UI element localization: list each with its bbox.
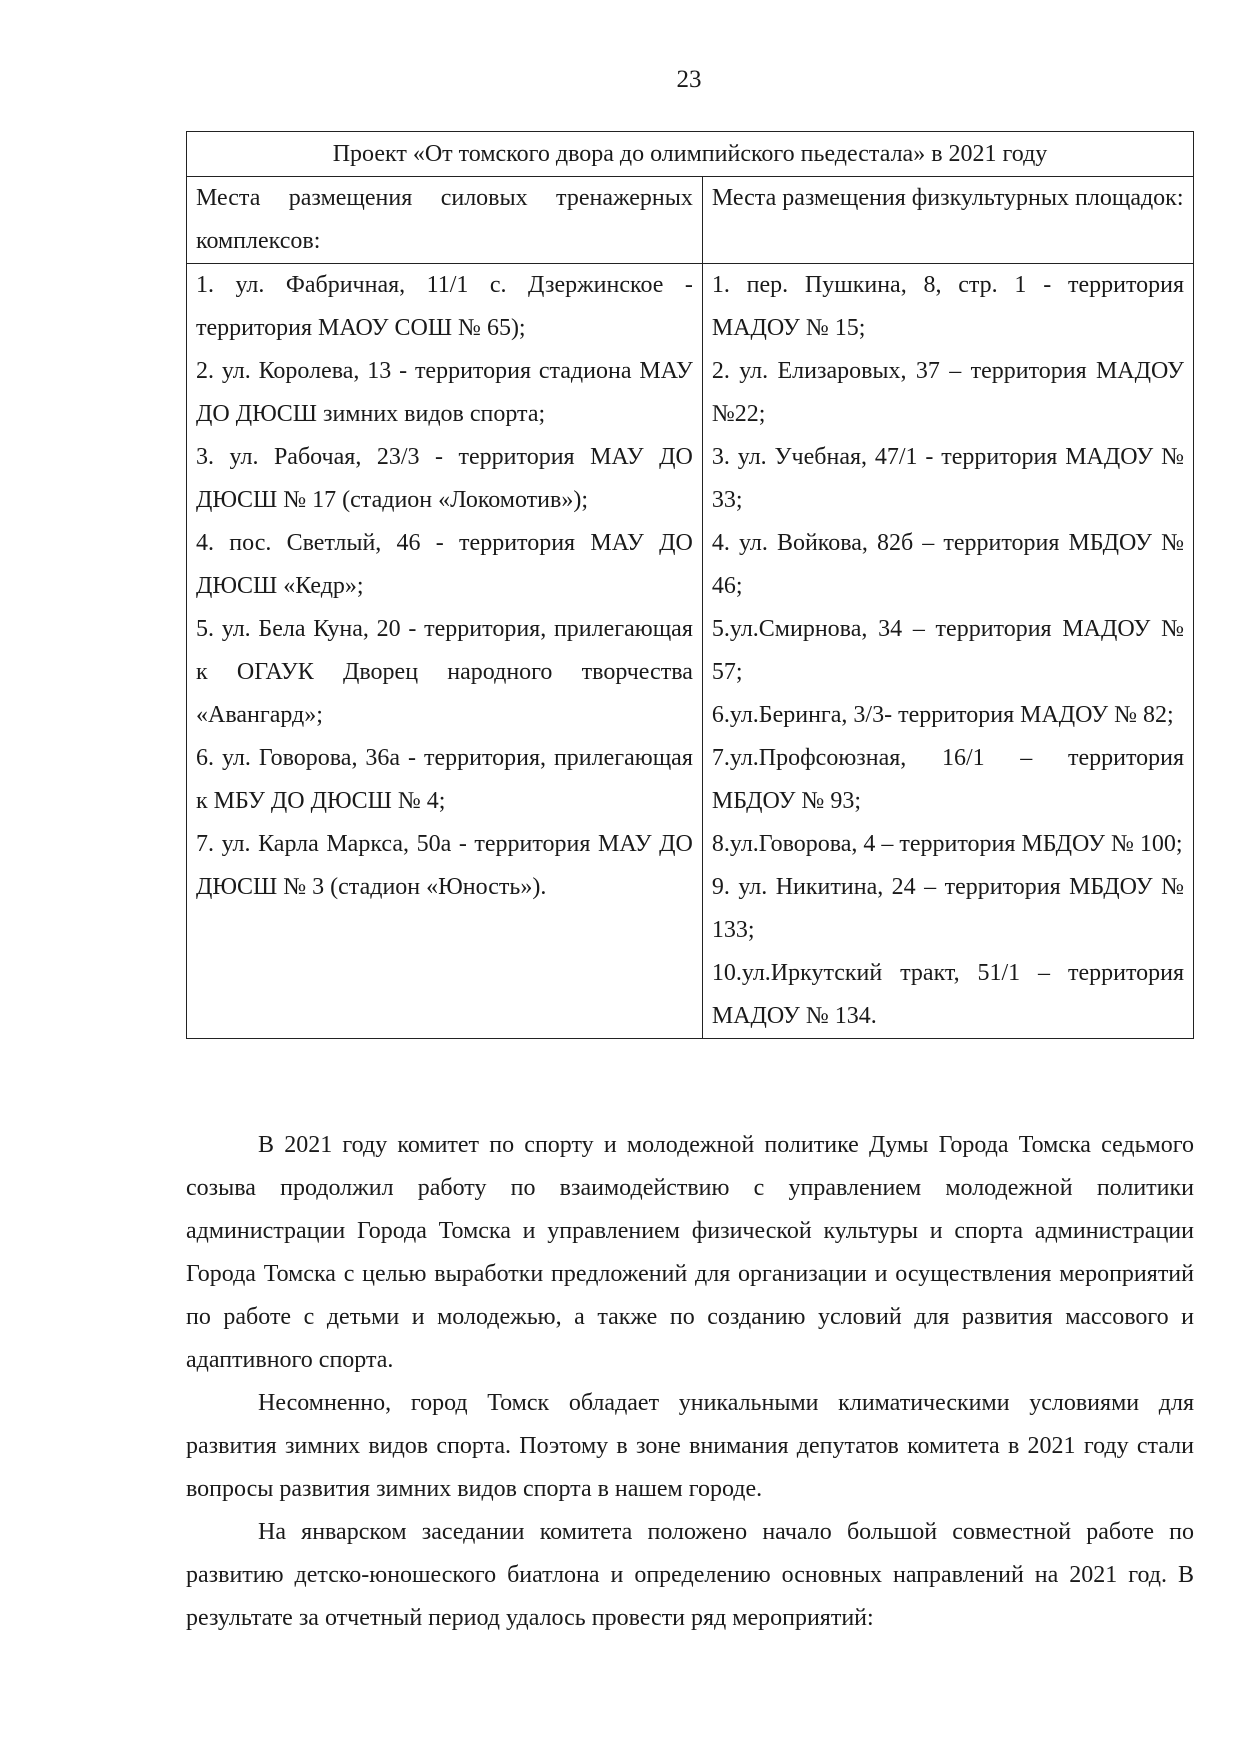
list-item: 4. пос. Светлый, 46 - территория МАУ ДО ДЮСШ «Кедр»; — [196, 530, 693, 599]
list-item: 2. ул. Елизаровых, 37 – территория МАДОУ №22; — [711, 358, 1184, 427]
right-column-header: Места размещения физкультурных площадок: — [702, 177, 1193, 264]
list-item: 6.ул.Беринга, 3/3- территория МАДОУ № 82; — [711, 702, 1174, 728]
table-title-row — [187, 132, 1194, 177]
list-item: 7.ул.Профсоюзная, 16/1 – территория МБДОУ № 93; — [711, 745, 1184, 814]
list-item: 3. ул. Учебная, 47/1 - территория МАДОУ № 33; — [711, 444, 1184, 513]
strength-equipment-list — [187, 264, 703, 1039]
list-item: 7. ул. Карла Маркса, 50а - территория МАУ ДО ДЮСШ № 3 (стадион «Юность»). — [196, 831, 693, 900]
list-item: 5.ул.Смирнова, 34 – территория МАДОУ № 57; — [711, 616, 1184, 685]
paragraph: Несомненно, город Томск обладает уникальными климатическими условиями для развития зимних видов спорта. Поэтому в зоне внимания депутатов комитета в 2021 году стали вопросы развития зимних видов спорта в нашем городе. — [186, 1390, 1194, 1502]
body-text — [186, 1124, 1194, 1640]
table-header-row — [187, 177, 1194, 264]
list-item: 10.ул.Иркутский тракт, 51/1 – территория МАДОУ № 134. — [711, 960, 1184, 1029]
list-item: 2. ул. Королева, 13 - территория стадиона МАУ ДО ДЮСШ зимних видов спорта; — [196, 358, 693, 427]
table-title: Проект «От томского двора до олимпийского пьедестала» в 2021 году — [187, 132, 1194, 177]
page-number: 23 — [676, 66, 702, 93]
list-item: 3. ул. Рабочая, 23/3 - территория МАУ ДО ДЮСШ № 17 (стадион «Локомотив»); — [196, 444, 693, 513]
list-item: 1. пер. Пушкина, 8, стр. 1 - территория МАДОУ № 15; — [711, 272, 1184, 341]
list-item: 4. ул. Войкова, 82б – территория МБДОУ № 46; — [711, 530, 1184, 599]
list-item: 8.ул.Говорова, 4 – территория МБДОУ № 100; — [711, 831, 1183, 857]
list-item: 1. ул. Фабричная, 11/1 с. Дзержинское - территория МАОУ СОШ № 65); — [196, 272, 693, 341]
table-body-row — [187, 264, 1194, 1039]
paragraph: На январском заседании комитета положено начало большой совместной работе по развитию детско-юношеского биатлона и определению основных направлений на 2021 год. В результате за отчетный период удалось провести ряд мероприятий: — [186, 1519, 1194, 1631]
list-item: 9. ул. Никитина, 24 – территория МБДОУ № 133; — [711, 874, 1184, 943]
left-column-header: Места размещения силовых тренажерных комплексов: — [187, 177, 703, 264]
sports-grounds-list — [702, 264, 1193, 1039]
list-item: 6. ул. Говорова, 36а - территория, прилегающая к МБУ ДО ДЮСШ № 4; — [196, 745, 693, 814]
projects-table — [186, 131, 1194, 1039]
paragraph: В 2021 году комитет по спорту и молодежной политике Думы Города Томска седьмого созыва продолжил работу по взаимодействию с управлением молодежной политики администрации Города Томска и управлением физической культуры и спорта администрации Города Томска с целью выработки предложений для организации и осуществления мероприятий по работе с детьми и молодежью, а также по созданию условий для развития массового и адаптивного спорта. — [186, 1132, 1194, 1373]
list-item: 5. ул. Бела Куна, 20 - территория, прилегающая к ОГАУК Дворец народного творчества «Авангард»; — [196, 616, 693, 728]
